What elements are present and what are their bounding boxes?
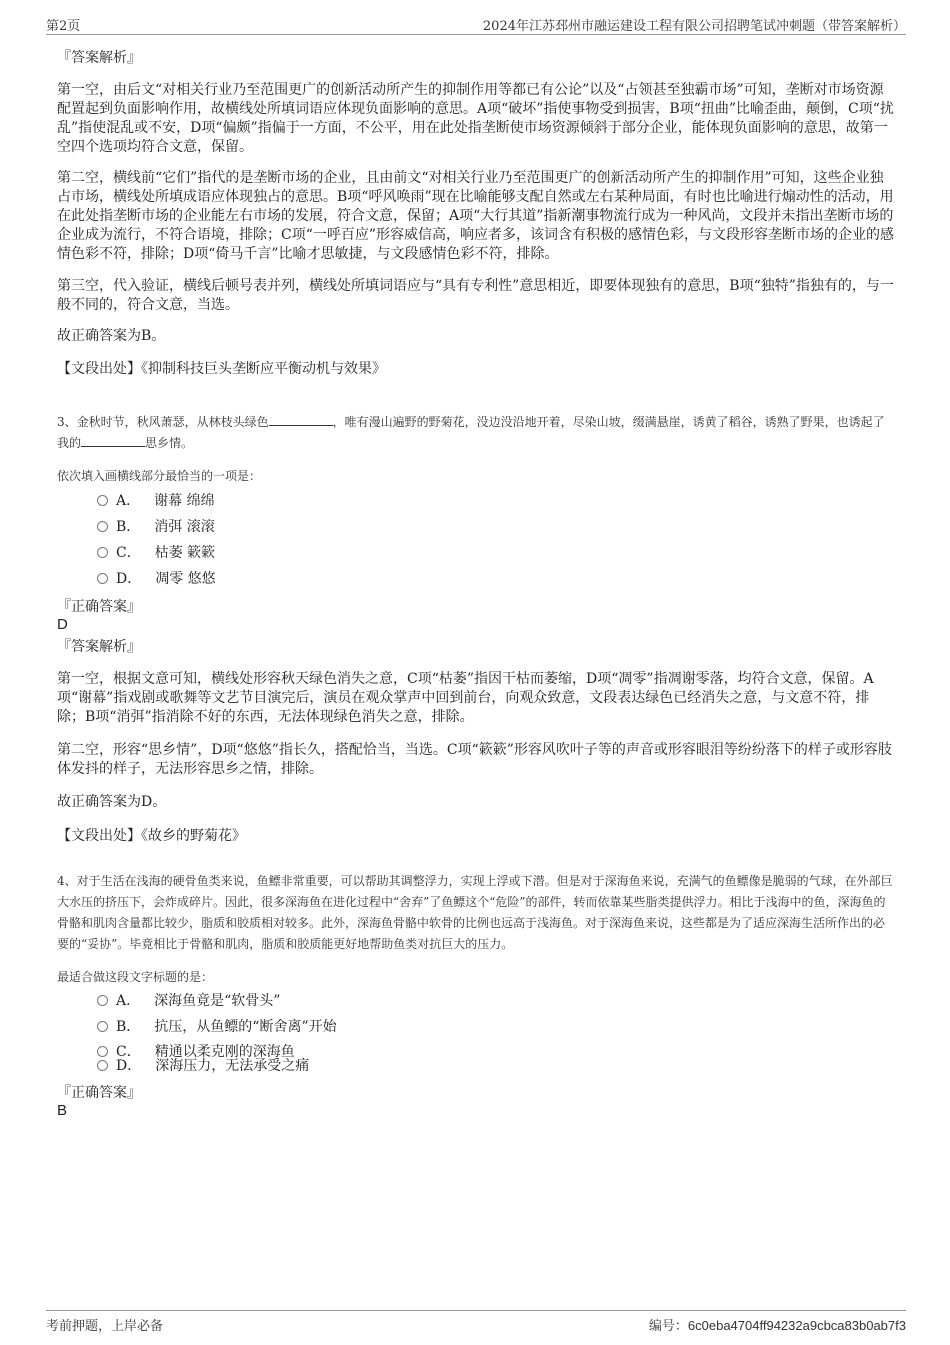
q2-analysis-para3: 第三空，代入验证，横线后顿号表并列，横线处所填词语应与“具有专利性”意思相近，即要体现独有的意思，B项“独特”指独有的，与一般不同的，符合文意，当选。 (57, 278, 894, 313)
q4-stem: 4、对于生活在浅海的硬骨鱼类来说，鱼鳔非常重要，可以帮助其调整浮力，实现上浮或下潜。但是对于深海鱼来说，充满气的鱼鳔像是脆弱的气球，在外部巨大水压的挤压下，会炸成碎片。因此，很多深海鱼在进化过程中“舍弃”了鱼鳔这个“危险”的部件，转而依靠某些脂类提供浮力。相比于浅海中的鱼，深海鱼的骨骼和肌肉含量都比较少，脂质和胶质相对较多。此外，深海鱼骨骼中软骨的比例也远高于浅海鱼。对于深海鱼来说，这些都是为了适应深海生活所作出的必要的“妥协”。毕竟相比于骨骼和肌肉，脂质和胶质能更好地帮助鱼类对抗巨大的压力。 (57, 874, 893, 951)
q3-option-b[interactable] (97, 518, 215, 536)
option-text: 抗压，从鱼鳔的“断舍离”开始 (154, 1019, 337, 1035)
radio-icon[interactable] (97, 995, 108, 1006)
page-footer (46, 1310, 906, 1333)
option-letter: B． (116, 1019, 141, 1035)
code-label: 编号： (648, 1319, 688, 1334)
fill-blank (269, 413, 333, 426)
radio-icon[interactable] (97, 573, 108, 584)
option-letter: D． (116, 1058, 142, 1074)
q2-analysis-para2: 第二空，横线前“它们”指代的是垄断市场的企业，且由前文“对相关行业乃至范围更广的创新活动所产生的抑制作用”可知，这些企业独占市场，横线处所填成语应体现独占的意思。B项“呼风唤雨”现在比喻能够支配自然或左右某种局面，有时也比喻进行煽动性的活动，用在此处指垄断市场的企业能左右市场的发展，符合文意，保留；A项“大行其道”指新潮事物流行成为一种风尚，文段并未指出垄断市场的企业成为流行，不符合语境，排除；C项“一呼百应”形容威信高，响应者多，该词含有积极的感情色彩，与文段形容垄断市场的企业的感情色彩不符，排除；D项“倚马千言”比喻才思敏捷，与文段感情色彩不符，排除。 (57, 170, 895, 262)
q3-option-d[interactable] (97, 570, 216, 588)
option-text: 凋零 悠悠 (155, 571, 216, 587)
option-letter: D． (116, 571, 142, 587)
q2-conclusion: 故正确答案为B。 (57, 328, 166, 344)
q3-source (57, 827, 895, 846)
q3-prompt: 依次填入画横线部分最恰当的一项是： (57, 469, 262, 483)
page-header (46, 12, 906, 35)
radio-icon[interactable] (97, 1046, 108, 1057)
q3-answer-label: 『正确答案』 (57, 599, 141, 615)
q4-option-a[interactable] (97, 992, 280, 1010)
q2-analysis-para1: 第一空，由后文“对相关行业乃至范围更广的创新活动所产生的抑制作用等都已有公论”以及“占领甚至独霸市场”可知，垄断对市场资源配置起到负面影响作用，故横线处所填词语应体现负面影响的意思。A项“破坏”指使事物受到损害，B项“扭曲”比喻歪曲，颠倒，C项“扰乱”指使混乱或不安，D项“偏颇”指偏于一方面，不公平，用在此处指垄断使市场资源倾斜于部分企业，能体现负面影响的意思，故第一空四个选项均符合文意，保留。 (57, 82, 894, 155)
radio-icon[interactable] (97, 521, 108, 532)
q3-answer: D (57, 616, 68, 633)
option-letter: A． (116, 993, 141, 1009)
q3-stem-part2: ，唯有漫山遍野的野菊花，没边没沿地开着，尽染山坡，缀满悬崖，诱黄了稻谷，诱熟了野果，也诱起了我的 (57, 415, 885, 450)
q2-analysis-label: 『答案解析』 (57, 50, 141, 66)
q4-answer-label: 『正确答案』 (57, 1085, 141, 1101)
option-letter: C． (116, 545, 141, 561)
option-text: 消弭 滚滚 (154, 519, 215, 535)
source-title: 《故乡的野菊花》 (141, 828, 246, 844)
q3-conclusion: 故正确答案为D。 (57, 794, 167, 810)
option-text: 精通以柔克刚的深海鱼 (154, 1044, 295, 1060)
q4-option-d[interactable] (97, 1057, 309, 1075)
option-letter: C． (116, 1044, 141, 1060)
document-code (649, 1315, 906, 1334)
q3-analysis-para2: 第二空，形容“思乡情”，D项“悠悠”指长久，搭配恰当，当选。C项“簌簌”形容风吹叶子等的声音或形容眼泪等纷纷落下的样子或形容肢体发抖的样子，无法形容思乡之情，排除。 (57, 742, 892, 777)
q3-analysis-label: 『答案解析』 (57, 639, 141, 655)
option-letter: B． (116, 519, 141, 535)
document-title: 2024年江苏邳州市融运建设工程有限公司招聘笔试冲刺题（带答案解析） (482, 19, 906, 34)
q4-answer: B (57, 1102, 68, 1119)
option-text: 谢幕 绵绵 (154, 493, 215, 509)
radio-icon[interactable] (97, 1060, 108, 1071)
q2-source (57, 360, 895, 379)
radio-icon[interactable] (97, 495, 108, 506)
q3-stem (57, 412, 895, 454)
q3-option-c[interactable] (97, 544, 215, 562)
code-value: 6c0eba4704ff94232a9cbca83b0ab7f3 (687, 1318, 906, 1333)
option-text: 深海压力，无法承受之痛 (155, 1058, 310, 1074)
footer-slogan: 考前押题，上岸必备 (46, 1319, 164, 1334)
source-title: 《抑制科技巨头垄断应平衡动机与效果》 (141, 361, 386, 377)
q3-stem-part1: 3、金秋时节，秋风萧瑟，从林枝头绿色 (57, 415, 269, 429)
radio-icon[interactable] (97, 1021, 108, 1032)
fill-blank (81, 434, 145, 447)
option-text: 枯萎 簌簌 (154, 545, 216, 561)
option-text: 深海鱼竟是“软骨头” (154, 993, 281, 1009)
option-letter: A． (116, 493, 141, 509)
radio-icon[interactable] (97, 547, 108, 558)
source-label: 【文段出处】 (57, 828, 141, 844)
q4-option-b[interactable] (97, 1018, 337, 1036)
q3-analysis-para1: 第一空，根据文意可知，横线处形容秋天绿色消失之意，C项“枯萎”指因干枯而萎缩，D项“凋零”指凋谢零落，均符合文意，保留。A项“谢幕”指戏剧或歌舞等文艺节目演完后，演员在观众掌声中回到前台，向观众致意，文段表达绿色已经消失之意，与文意不符，排除；B项“消弭”指消除不好的东西，无法体现绿色消失之意，排除。 (57, 671, 874, 725)
q3-stem-part3: 思乡情。 (145, 436, 194, 450)
page-number: 第2页 (46, 19, 81, 34)
q4-prompt: 最适合做这段文字标题的是： (57, 970, 214, 984)
source-label: 【文段出处】 (57, 361, 141, 377)
q3-option-a[interactable] (97, 492, 215, 510)
